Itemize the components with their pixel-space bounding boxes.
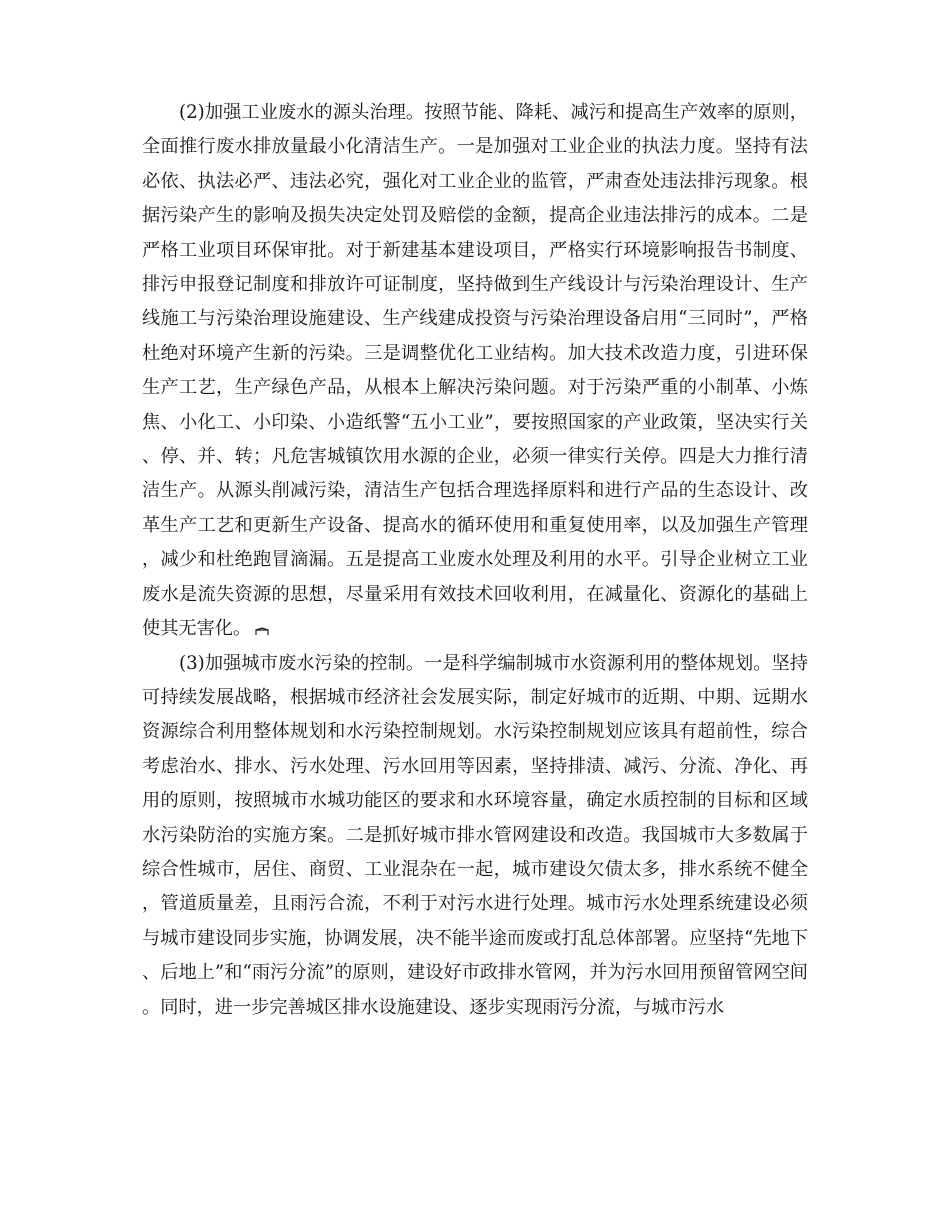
paragraph-end-mark-icon <box>255 614 269 623</box>
paragraph-industrial-wastewater <box>142 96 808 647</box>
paragraph-text: (3)加强城市废水污染的控制。一是科学编制城市水资源利用的整体规划。坚持可持续发展战略，根据城市经济社会发展实际，制定好城市的近期、中期、远期水资源综合利用整体规划和水污染控制规划。水污染控制规划应该具有超前性，综合考虑治水、排水、污水处理、污水回用等因素，坚持排渍、减污、分流、净化、再用的原则，按照城市水城功能区的要求和水环境容量，确定水质控制的目标和区域水污染防治的实施方案。二是抓好城市排水管网建设和改造。我国城市大多数属于综合性城市，居住、商贸、工业混杂在一起，城市建设欠债太多，排水系统不健全，管道质量差，且雨污合流，不利于对污水进行处理。城市污水处理系统建设必须与城市建设同步实施，协调发展，决不能半途而废或打乱总体部署。应坚持“先地下、后地上”和“雨污分流”的原则，建设好市政排水管网，并为污水回用预留管网空间。同时，进一步完善城区排水设施建设、逐步实现雨污分流，与城市污水 <box>142 652 808 1018</box>
document-body <box>142 96 808 1025</box>
paragraph-urban-wastewater <box>142 647 808 1025</box>
paragraph-text: (2)加强工业废水的源头治理。按照节能、降耗、减污和提高生产效率的原则，全面推行废水排放量最小化清洁生产。一是加强对工业企业的执法力度。坚持有法必依、执法必严、违法必究，强化对工业企业的监管，严肃查处违法排污现象。根据污染产生的影响及损失决定处罚及赔偿的金额，提高企业违法排污的成本。二是严格工业项目环保审批。对于新建基本建设项目，严格实行环境影响报告书制度、排污申报登记制度和排放许可证制度，坚持做到生产线设计与污染治理设计、生产线施工与污染治理设施建设、生产线建成投资与污染治理设备启用“三同时”，严格杜绝对环境产生新的污染。三是调整优化工业结构。加大技术改造力度，引进环保生产工艺，生产绿色产品，从根本上解决污染问题。对于污染严重的小制革、小炼焦、小化工、小印染、小造纸警“五小工业”，要按照国家的产业政策，坚决实行关、停、并、转；凡危害城镇饮用水源的企业，必须一律实行关停。四是大力推行清洁生产。从源头削减污染，清洁生产包括合理选择原料和进行产品的生态设计、改革生产工艺和更新生产设备、提高水的循环使用和重复使用率，以及加强生产管理，减少和杜绝跑冒滴漏。五是提高工业废水处理及利用的水平。引导企业树立工业废水是流失资源的思想，尽量采用有效技术回收利用，在减量化、资源化的基础上使其无害化。 <box>142 102 808 640</box>
